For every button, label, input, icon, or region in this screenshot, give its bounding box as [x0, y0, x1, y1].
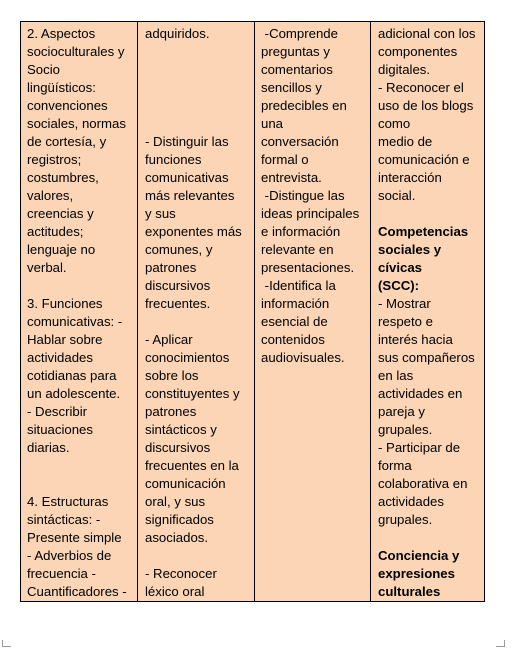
competences-text: adicional con los componentes digitales. - Reconocer el uso de los blogs como medio de comunicación e interacción social.	[378, 26, 476, 203]
page-corner-mark	[496, 640, 505, 647]
competences-cell	[371, 22, 485, 602]
table-row	[21, 22, 485, 602]
competence-heading: Conciencia y expresiones culturales	[378, 548, 460, 599]
criteria-cell: adquiridos. - Distinguir las funciones comunicativas más relevantes y sus exponentes más comunes, y patrones discursivos frecuentes. - Aplicar conocimientos sobre los constituyentes y patrones sintácticos y discursivos frecuentes en la comunicación oral, y sus significados asociados. - Reconocer léxico oral	[138, 22, 255, 602]
competences-text: - Mostrar respeto e interés hacia sus compañeros en las actividades en pareja y grupales. - Participar de forma colaborativa en actividades grupales.	[378, 296, 475, 527]
competence-heading: Competencias sociales y cívicas (SCC):	[378, 224, 469, 293]
page-corner-mark	[2, 640, 11, 647]
standards-cell: -Comprende preguntas y comentarios sencillos y predecibles en una conversación formal o entrevista. -Distingue las ideas principales e información relevante en presentaciones. -Identifica la información esencial de contenidos audiovisuales.	[255, 22, 371, 602]
content-cell: 2. Aspectos socioculturales y Socio lingüísticos: convenciones sociales, normas de cortesía, y registros; costumbres, valores, creencias y actitudes; lenguaje no verbal. 3. Funciones comunicativas: - Hablar sobre actividades cotidianas para un adolescente. - Describir situaciones diarias. 4. Estructuras sintácticas: - Presente simple - Adverbios de frecuencia - Cuantificadores -	[21, 22, 138, 602]
curriculum-table	[20, 21, 485, 602]
